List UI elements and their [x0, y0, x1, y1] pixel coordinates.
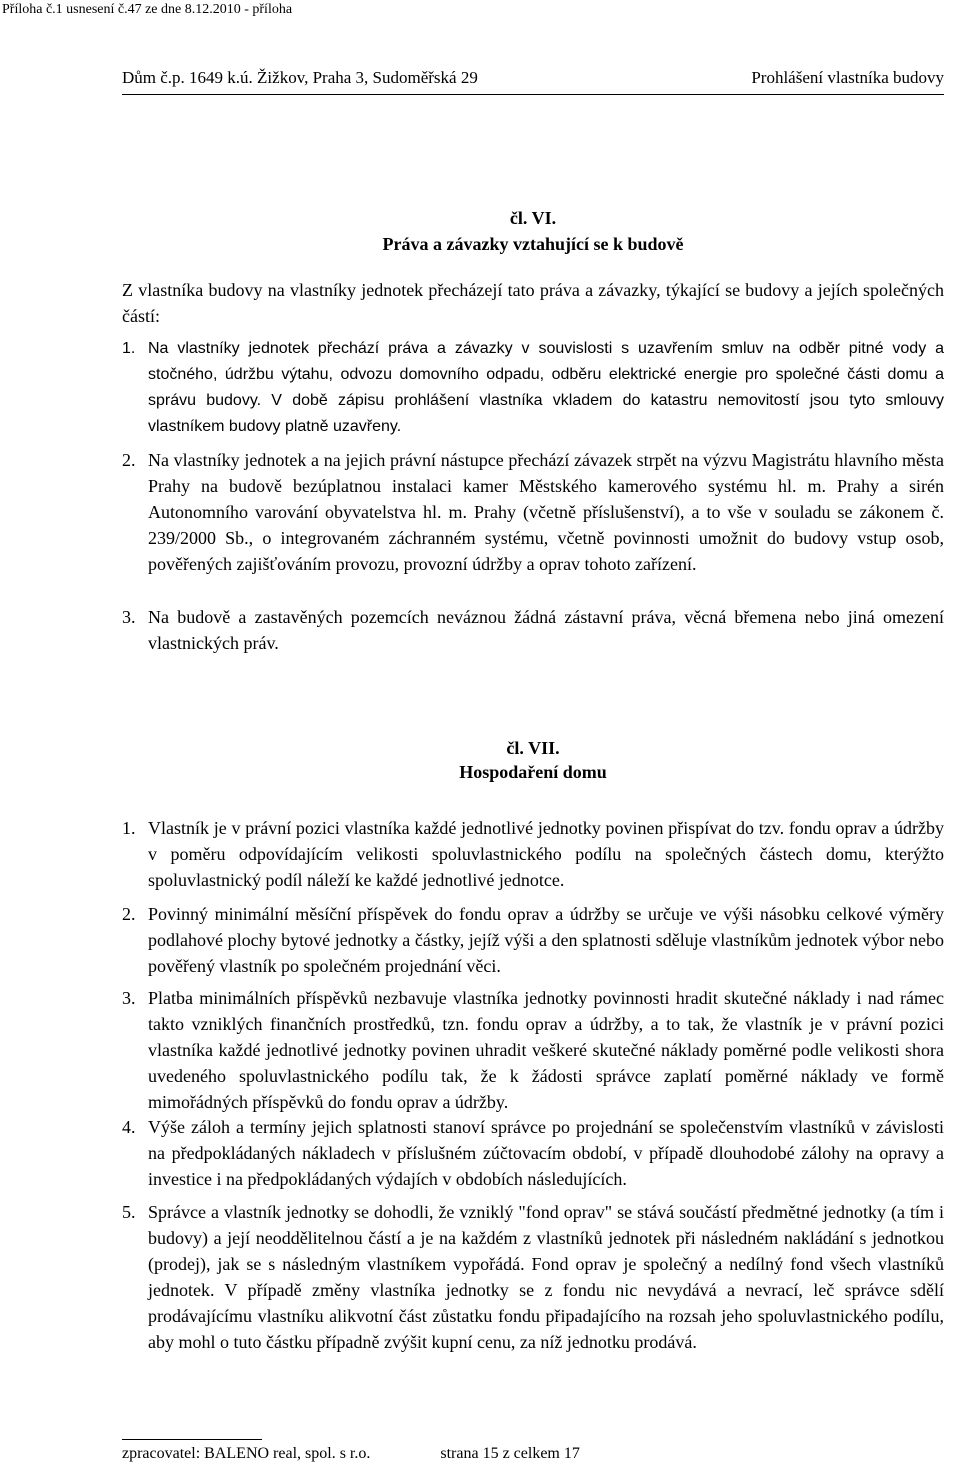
item-text: Na vlastníky jednotek a na jejich právní nástupce přechází závazek strpět na výzvu Magistrátu hlavního města Prahy na budově bezúplatnou instalaci kamer Městského kamerového systému hl. m. Prahy a sirén Autonomního varování obyvatelstva hl. m. Prahy (včetně příslušenství), a to vše v souladu se zákonem č. 239/2000 Sb., o integrovaném záchranném systému, včetně povinnosti umožnit do budovy vstup osob, pověřených zajišťováním provozu, provozní údržby a oprav tohoto zařízení.: [148, 450, 944, 574]
article-7-number: čl. VII.: [506, 738, 560, 758]
item-text: Platba minimálních příspěvků nezbavuje vlastníka jednotky povinnosti hradit skutečné náklady i nad rámec takto vzniklých finančních prostředků, tzn. fondu oprav a údržby, a to tak, že vlastník je v právní pozici vlastníka každé jednotlivé jednotky povinen uhradit veškeré skutečné náklady poměrné podle velikosti shora uvedeného spoluvlastnického podílu tak, že k žádosti správce zaplatí poměrné náklady ve formě mimořádných příspěvků do fondu oprav a údržby.: [148, 988, 944, 1112]
item-text: Výše záloh a termíny jejich splatnosti stanoví správce po projednání se společenstvím vlastníků v závislosti na předpokládaných nákladech v příslušném zúčtovacím období, v případě dlouhodobé zálohy na opravy a investice i na předpokládaných výdajích v obdobích následujících.: [148, 1117, 944, 1189]
article-7-item-2: [122, 901, 944, 979]
page-number: strana 15 z celkem 17: [440, 1445, 580, 1462]
article-6-item-3: [122, 604, 944, 656]
item-text: Vlastník je v právní pozici vlastníka každé jednotlivé jednotky povinen přispívat do tzv. fondu oprav a údržby v poměru odpovídajícím velikosti spoluvlastnického podílu na společných částech domu, kterýžto spoluvlastnický podíl náleží ke každé jednotlivé jednotce.: [148, 818, 944, 890]
page-footer: [122, 1444, 580, 1464]
article-7-item-3: [122, 985, 944, 1115]
item-text: Povinný minimální měsíční příspěvek do fondu oprav a údržby se určuje ve výši násobku celkové výměry podlahové plochy bytové jednotky a částky, jejíž výši a den splatnosti sděluje vlastníkům jednotek výbor nebo pověřený vlastník po společném projednání věci.: [148, 904, 944, 976]
article-7-item-4: [122, 1114, 944, 1192]
item-text: Na vlastníky jednotek přechází práva a závazky v souvislosti s uzavřením smluv na odběr pitné vody a stočného, údržbu výtahu, odvozu domovního odpadu, odběru elektrické energie pro společné části domu a správu budovy. V době zápisu prohlášení vlastníka vkladem do katastru nemovitostí jsou tyto smlouvy vlastníkem budovy platně uzavřeny.: [148, 340, 944, 435]
article-7-item-1: [122, 815, 944, 893]
footer-author: zpracovatel: BALENO real, spol. s r.o.: [122, 1445, 371, 1462]
annex-note: Příloha č.1 usnesení č.47 ze dne 8.12.2010 - příloha: [2, 2, 293, 17]
item-number: 2.: [122, 904, 136, 924]
article-6-item-1: [122, 336, 944, 440]
article-7-title: Hospodaření domu: [459, 762, 607, 782]
item-number: 5.: [122, 1202, 136, 1222]
item-number: 3.: [122, 988, 136, 1008]
item-number: 2.: [122, 450, 136, 470]
footer-divider: [122, 1439, 262, 1440]
item-text: Správce a vlastník jednotky se dohodli, že vzniklý "fond oprav" se stává součástí předmětné jednotky (a tím i budovy) a její neoddělitelnou částí a je na každém z vlastníků jednotek při následném nakládání s jednotkou (prodej), jak se s následným vlastníkem vypořádá. Fond oprav je společný a nedílný fond všech vlastníků jednotek. V případě změny vlastníka jednotky se z fondu nic nevydává a nevrací, leč správce sdělí prodávajícímu vlastníku alikvotní část zůstatku fondu připadajícího na rozsah jeho spoluvlastnického podílu, aby mohl o tuto částku případně zvýšit kupní cenu, za níž jednotku prodává.: [148, 1202, 944, 1352]
article-7-item-5: [122, 1199, 944, 1355]
item-number: 3.: [122, 607, 136, 627]
article-6-intro: Z vlastníka budovy na vlastníky jednotek přecházejí tato práva a závazky, týkající se budovy a jejích společných částí:: [122, 280, 944, 326]
article-6-item-2: [122, 447, 944, 577]
item-number: 1.: [122, 818, 136, 838]
article-6-number: čl. VI.: [509, 208, 557, 228]
item-number: 4.: [122, 1117, 136, 1137]
header-document-title: Prohlášení vlastníka budovy: [751, 68, 944, 87]
item-number: 1.: [122, 340, 136, 357]
header-building: Dům č.p. 1649 k.ú. Žižkov, Praha 3, Sudoměřská 29: [122, 68, 478, 87]
header-divider: [122, 94, 944, 95]
article-6-title: Práva a závazky vztahující se k budově: [382, 234, 684, 254]
item-text: Na budově a zastavěných pozemcích neváznou žádná zástavní práva, věcná břemena nebo jiná omezení vlastnických práv.: [148, 607, 944, 653]
